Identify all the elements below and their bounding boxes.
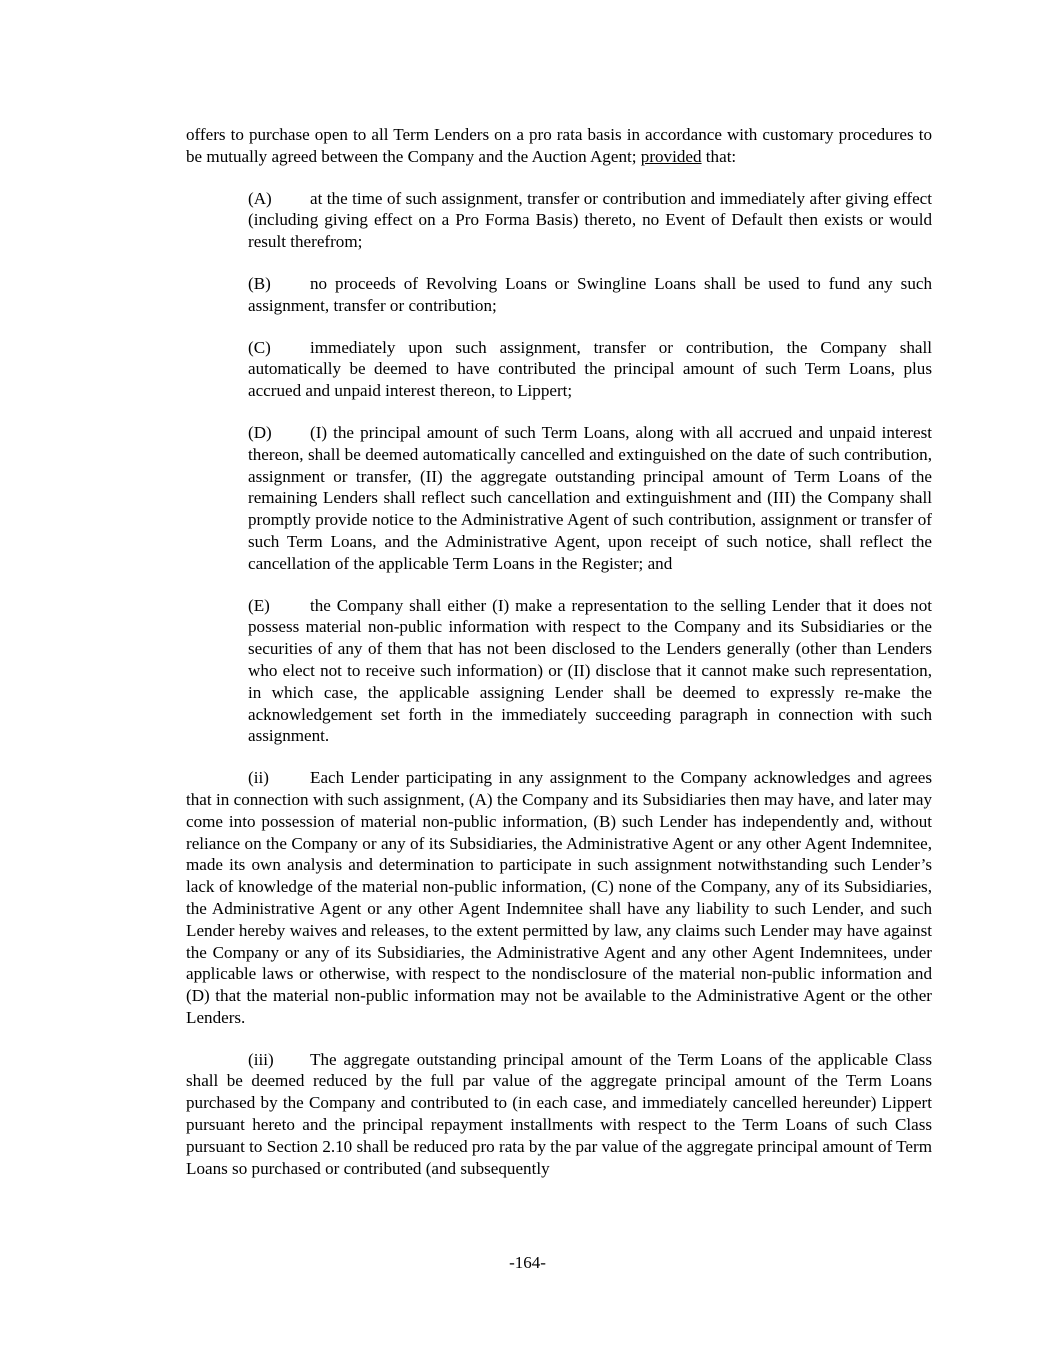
clause-c: [248, 337, 932, 402]
clause-label: (A): [248, 188, 272, 208]
clause-text: no proceeds of Revolving Loans or Swingline Loans shall be used to fund any such assignment, transfer or contribution;: [248, 273, 932, 315]
paragraph-text: The aggregate outstanding principal amount of the Term Loans of the applicable Class shall be deemed reduced by the full par value of the aggregate principal amount of the Term Loans purchased by the Company and contributed to (in each case, and immediately cancelled hereunder) Lippert pursuant hereto and the principal repayment installments with respect to the Term Loans of such Class pursuant to Section 2.10 shall be reduced pro rata by the par value of the aggregate principal amount of Term Loans so purchased or contributed (and subsequently: [186, 1049, 932, 1178]
paragraph-label: (iii): [248, 1049, 274, 1069]
clause-label: (B): [248, 273, 271, 293]
clause-a: [248, 188, 932, 253]
clause-d: [248, 422, 932, 575]
paragraph-label: (ii): [248, 768, 269, 788]
clause-text: at the time of such assignment, transfer or contribution and immediately after giving effect (including giving effect on a Pro Forma Basis) thereto, no Event of Default then exists or would result therefrom;: [248, 188, 932, 252]
clause-e: [248, 595, 932, 748]
page-number: -164-: [509, 1253, 546, 1272]
intro-text-before: offers to purchase open to all Term Lenders on a pro rata basis in accordance with customary procedures to be mutually agreed between the Company and the Auction Agent;: [186, 125, 932, 166]
paragraph-iii: [186, 1049, 932, 1180]
provided-term: provided: [640, 146, 702, 166]
clause-text: (I) the principal amount of such Term Loans, along with all accrued and unpaid interest thereon, shall be deemed automatically cancelled and extinguished on the date of such contribution, assignment or transfer, (II) the aggregate outstanding principal amount of Term Loans of the remaining Lenders shall reflect such cancellation and extinguishment and (III) the Company shall promptly provide notice to the Administrative Agent of such contribution, assignment or transfer of such Term Loans, and the Administrative Agent, upon receipt of such notice, shall reflect the cancellation of the applicable Term Loans in the Register; and: [248, 422, 932, 573]
clause-label: (E): [248, 595, 270, 615]
paragraph-ii: [186, 767, 932, 1029]
intro-paragraph: [186, 124, 932, 168]
clause-label: (C): [248, 337, 271, 357]
clause-label: (D): [248, 422, 272, 442]
paragraph-text: Each Lender participating in any assignment to the Company acknowledges and agrees that in connection with such assignment, (A) the Company and its Subsidiaries then may have, and later may come into possession of material non-public information, (B) such Lender has independently and, without reliance on the Company or any of its Subsidiaries, the Administrative Agent or any other Agent Indemnitee, made its own analysis and determination to participate in such assignment notwithstanding such Lender’s lack of knowledge of the material non-public information, (C) none of the Company, any of its Subsidiaries, the Administrative Agent or any other Agent Indemnitee shall have any liability to such Lender, and such Lender hereby waives and releases, to the extent permitted by law, any claims such Lender may have against the Company or any of its Subsidiaries, the Administrative Agent and any other Agent Indemnitees, under applicable laws or otherwise, with respect to the nondisclosure of the material non-public information and (D) that the material non-public information may not be available to the Administrative Agent or the other Lenders.: [186, 768, 932, 1027]
clause-b: [248, 273, 932, 317]
intro-text-after: that:: [701, 146, 737, 166]
document-body: [186, 124, 932, 1199]
clause-text: immediately upon such assignment, transfer or contribution, the Company shall automatically be deemed to have contributed the principal amount of such Term Loans, plus accrued and unpaid interest thereon, to Lippert;: [248, 337, 932, 401]
clause-text: the Company shall either (I) make a representation to the selling Lender that it does not possess material non-public information with respect to the Company and its Subsidiaries or the securities of any of them that has not been disclosed to the Lenders generally (other than Lenders who elect not to receive such information) or (II) disclose that it cannot make such representation, in which case, the applicable assigning Lender shall be deemed to expressly re-make the acknowledgement set forth in the immediately succeeding paragraph in connection with such assignment.: [248, 595, 932, 746]
